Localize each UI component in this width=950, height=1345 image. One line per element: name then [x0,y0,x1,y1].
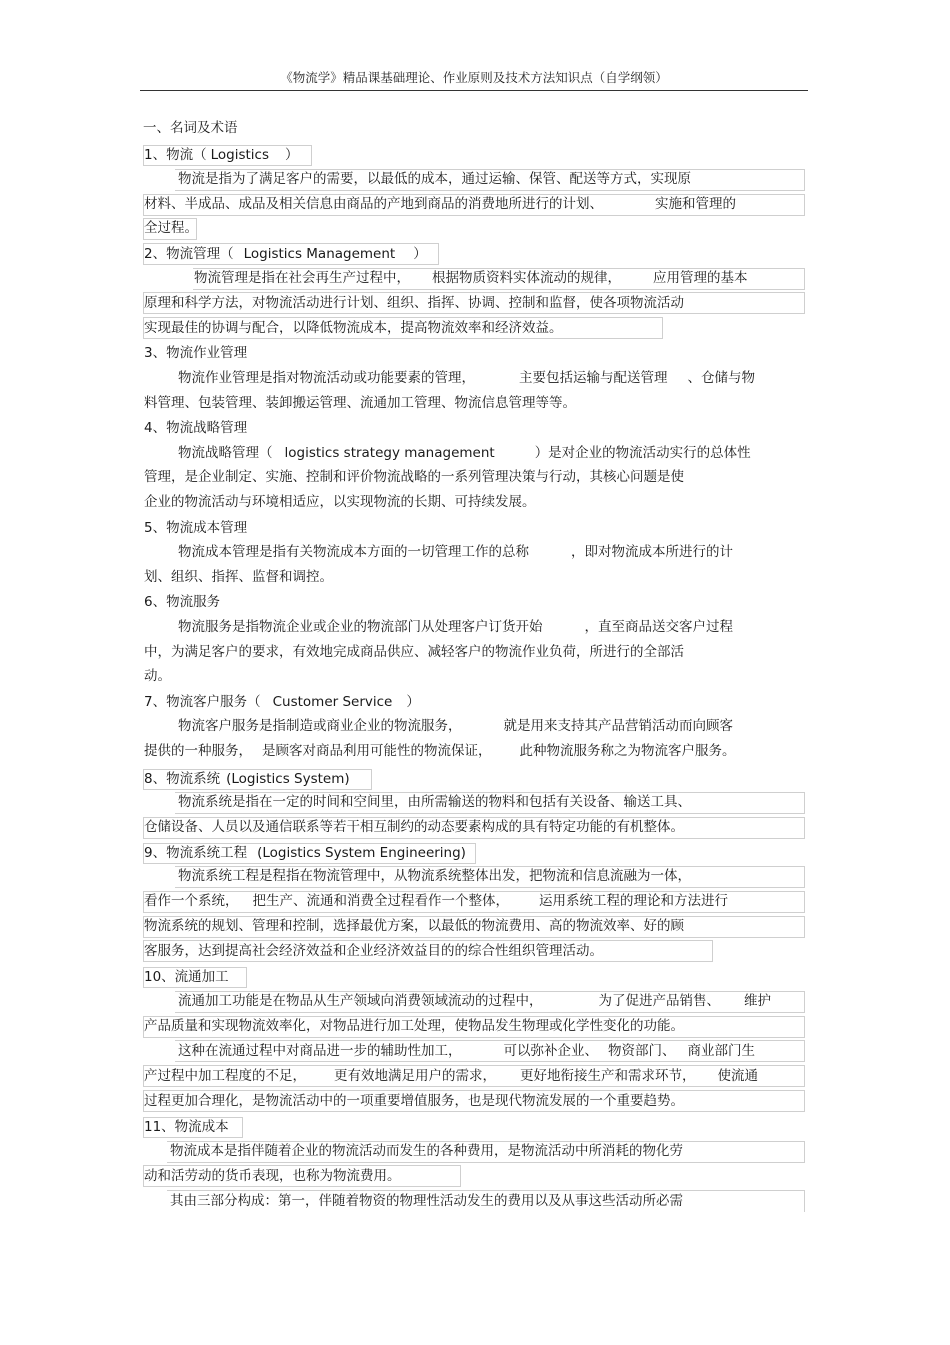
text-segment: 更有效地满足用户的需求， [334,1068,496,1084]
text-segment: 维护 [744,993,771,1009]
text-segment: 物流战略管理（ [178,445,273,461]
paragraph-line: 料管理、包装管理、装卸搬运管理、流通加工管理、物流信息管理等等。 [144,395,576,411]
term-heading-suffix: ） [285,147,299,163]
paragraph-line: 其由三部分构成：第一，伴随着物资的物理性活动发生的费用以及从事这些活动所必需 [170,1193,683,1209]
paragraph-line [178,443,751,463]
term-heading-prefix: 9、物流系统工程 [144,845,248,861]
text-segment: 这种在流通过程中对商品进一步的辅助性加工， [178,1043,462,1059]
text-segment: 物流管理是指在社会再生产过程中， [194,270,410,286]
paragraph-line: 管理，是企业制定、实施、控制和评价物流战略的一系列管理决策与行动，其核心问题是使 [144,469,684,485]
paragraph-line: 企业的物流活动与环境相适应，以实现物流的长期、可持续发展。 [144,494,536,510]
term-heading: 4、物流战略管理 [144,420,248,436]
paragraph-line: 物流是指为了满足客户的需要，以最低的成本，通过运输、保管、配送等方式，实现原 [178,171,691,187]
term-heading: 11、物流成本 [144,1119,229,1135]
text-segment: 流通加工功能是在物品从生产领域向消费领域流动的过程中， [178,993,543,1009]
paragraph-line: 物流系统工程是程指在物流管理中，从物流系统整体出发，把物流和信息流融为一体， [178,868,691,884]
term-heading-prefix: 1、物流（ [144,147,207,163]
term-heading-prefix: 2、物流管理（ [144,246,234,262]
text-segment: 提供的一种服务， [144,743,252,759]
term-heading-english: (Logistics System Engineering) [257,845,466,861]
text-segment: 商业部门生 [687,1043,755,1059]
paragraph-line: 原理和科学方法，对物流活动进行计划、组织、指挥、协调、控制和监督，使各项物流活动 [144,295,684,311]
paragraph-line [178,1041,755,1061]
term-heading [144,692,420,712]
paragraph-line: 动。 [144,668,171,684]
paragraph-line: 动和活劳动的货币表现，也称为物流费用。 [144,1168,401,1184]
paragraph-line [144,1066,758,1086]
text-segment: 实施和管理的 [655,196,736,212]
paragraph-line: 全过程。 [144,220,198,236]
text-segment: 看作一个系统， [144,893,239,909]
page-header: 《物流学》精品课基础理论、作业原则及技术方法知识点（自学纲领） [280,70,668,85]
text-segment: 、仓储与物 [687,370,755,386]
term-heading-english: (Logistics System) [226,771,350,787]
term-heading: 6、物流服务 [144,594,221,610]
text-segment: 材料、半成品、成品及相关信息由商品的产地到商品的消费地所进行的计划、 [144,196,603,212]
term-english: logistics strategy management [284,445,495,461]
paragraph-line [178,368,755,388]
paragraph-line: 实现最佳的协调与配合，以降低物流成本，提高物流效率和经济效益。 [144,320,563,336]
text-segment: 物流成本管理是指有关物流成本方面的一切管理工作的总称 [178,544,529,560]
term-heading-suffix: ） [406,694,420,710]
term-heading: 3、物流作业管理 [144,345,248,361]
term-heading [144,244,427,264]
paragraph-line: 划、组织、指挥、监督和调控。 [144,569,333,585]
text-segment: 为了促进产品销售、 [598,993,720,1009]
text-segment: 产过程中加工程度的不足， [144,1068,306,1084]
paragraph-line: 客服务，达到提高社会经济效益和企业经济效益目的的综合性组织管理活动。 [144,943,603,959]
text-segment: 物流作业管理是指对物流活动或功能要素的管理， [178,370,475,386]
text-segment: ，直至商品送交客户过程 [584,619,733,635]
paragraph-line [178,542,733,562]
term-heading-english: Logistics [210,147,269,163]
paragraph-line [194,268,748,288]
paragraph-line: 物流系统的规划、管理和控制，选择最优方案，以最低的物流费用、高的物流效率、好的顾 [144,918,684,934]
term-heading-suffix: ） [413,246,427,262]
text-segment: 此种物流服务称之为物流客户服务。 [519,743,736,759]
text-segment: 就是用来支持其产品营销活动而向顾客 [503,718,733,734]
paragraph-line: 物流成本是指伴随着企业的物流活动而发生的各种费用，是物流活动中所消耗的物化劳 [170,1143,683,1159]
text-segment: ，即对物流成本所进行的计 [571,544,733,560]
term-heading [144,843,466,863]
term-heading [144,769,350,789]
text-segment: 物流客户服务是指制造或商业企业的物流服务， [178,718,462,734]
paragraph-line [178,617,733,637]
paragraph-line [144,741,736,761]
paragraph-line [178,991,771,1011]
text-segment: 可以弥补企业、 [503,1043,598,1059]
paragraph-line: 物流系统是指在一定的时间和空间里，由所需输送的物料和包括有关设备、输送工具、 [178,794,691,810]
term-heading-prefix: 8、物流系统 [144,771,221,787]
term-heading [144,145,299,165]
section-title: 一、名词及术语 [143,120,238,136]
term-heading-english: Customer Service [272,694,393,710]
paragraph-line [144,194,736,214]
header-divider [140,90,808,91]
term-heading-prefix: 7、物流客户服务（ [144,694,261,710]
text-segment: 物资部门、 [608,1043,676,1059]
term-heading-english: Logistics Management [243,246,396,262]
text-segment: 使流通 [717,1068,758,1084]
text-segment: 应用管理的基本 [653,270,748,286]
paragraph-line: 中，为满足客户的要求，有效地完成商品供应、减轻客户的物流作业负荷，所进行的全部活 [144,644,684,660]
paragraph-line [178,716,733,736]
paragraph-line [144,891,728,911]
text-segment: 是顾客对商品利用可能性的物流保证， [262,743,492,759]
text-segment: 更好地衔接生产和需求环节， [520,1068,696,1084]
text-segment: 根据物质资料实体流动的规律， [432,270,621,286]
paragraph-line: 仓储设备、人员以及通信联系等若干相互制约的动态要素构成的具有特定功能的有机整体。 [144,819,684,835]
paragraph-line: 过程更加合理化，是物流活动中的一项重要增值服务，也是现代物流发展的一个重要趋势。 [144,1093,684,1109]
paragraph-line: 产品质量和实现物流效率化，对物品进行加工处理，使物品发生物理或化学性变化的功能。 [144,1018,684,1034]
text-segment: ）是对企业的物流活动实行的总体性 [534,445,751,461]
text-segment: 把生产、流通和消费全过程看作一个整体， [252,893,509,909]
text-segment: 主要包括运输与配送管理 [519,370,668,386]
term-heading: 10、流通加工 [144,969,229,985]
term-heading: 5、物流成本管理 [144,520,248,536]
text-segment: 物流服务是指物流企业或企业的物流部门从处理客户订货开始 [178,619,543,635]
text-segment: 运用系统工程的理论和方法进行 [539,893,728,909]
